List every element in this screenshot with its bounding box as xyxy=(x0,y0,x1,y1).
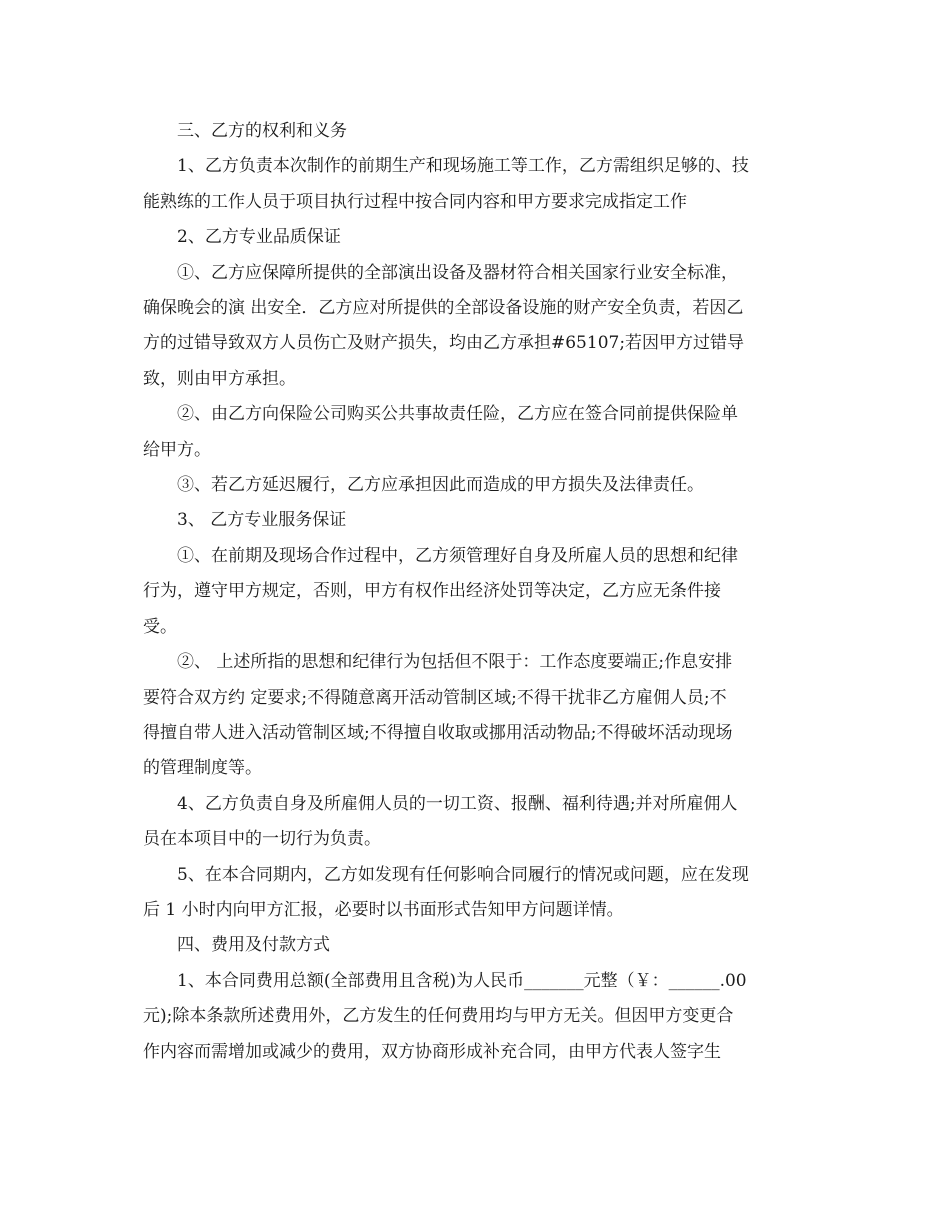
document-body xyxy=(143,114,808,1070)
text-line: 1、乙方负责本次制作的前期生产和现场施工等工作，乙方需组织足够的、技 xyxy=(177,156,749,177)
paragraph xyxy=(143,503,808,538)
text-line: 5、在本合同期内，乙方如发现有任何影响合同履行的情况或问题，应在发现 xyxy=(177,864,749,885)
text-line: 4、乙方负责自身及所雇佣人员的一切工资、报酬、福利待遇;并对所雇佣人 xyxy=(177,793,738,814)
paragraph xyxy=(143,928,808,963)
text-line: 受。 xyxy=(143,616,177,637)
paragraph xyxy=(143,964,808,1070)
text-line: 致，则由甲方承担。 xyxy=(143,368,296,389)
paragraph xyxy=(143,256,808,398)
text-line: 给甲方。 xyxy=(143,439,211,460)
text-line: 元);除本条款所述费用外，乙方发生的任何费用均与甲方无关。但因甲方变更合 xyxy=(143,1006,734,1027)
paragraph xyxy=(143,397,808,468)
text-line: 要符合双方约 定要求;不得随意离开活动管制区域;不得干扰非乙方雇佣人员;不 xyxy=(143,687,727,708)
text-line: 行为，遵守甲方规定，否则，甲方有权作出经济处罚等决定，乙方应无条件接 xyxy=(143,581,721,602)
paragraph xyxy=(143,539,808,645)
text-line: 1、本合同费用总额(全部费用且含税)为人民币_______元整（￥：______.00 xyxy=(177,970,747,991)
text-line: 作内容而需增加或减少的费用，双方协商形成补充合同，由甲方代表人签字生 xyxy=(143,1041,721,1062)
text-line: 的管理制度等。 xyxy=(143,758,262,779)
text-line: 3、 乙方专业服务保证 xyxy=(177,510,347,531)
paragraph xyxy=(143,645,808,787)
text-line: ①、在前期及现场合作过程中，乙方须管理好自身及所雇人员的思想和纪律 xyxy=(177,545,738,566)
text-line: 后 1 小时内向甲方汇报，必要时以书面形式告知甲方问题详情。 xyxy=(143,899,624,920)
text-line: ②、由乙方向保险公司购买公共事故责任险，乙方应在签合同前提供保险单 xyxy=(177,404,738,425)
text-line: ②、 上述所指的思想和纪律行为包括但不限于：工作态度要端正;作息安排 xyxy=(177,652,733,673)
paragraph xyxy=(143,149,808,220)
text-line: ①、乙方应保障所提供的全部演出设备及器材符合相关国家行业安全标准， xyxy=(177,262,738,283)
paragraph xyxy=(143,787,808,858)
text-line: 四、费用及付款方式 xyxy=(177,935,330,956)
text-line: ③、若乙方延迟履行，乙方应承担因此而造成的甲方损失及法律责任。 xyxy=(177,475,704,496)
text-line: 员在本项目中的一切行为负责。 xyxy=(143,829,381,850)
text-line: 2、乙方专业品质保证 xyxy=(177,227,341,248)
paragraph xyxy=(143,858,808,929)
text-line: 确保晚会的演 出安全．乙方应对所提供的全部设备设施的财产安全负责，若因乙 xyxy=(143,298,744,319)
text-line: 得擅自带人进入活动管制区域;不得擅自收取或挪用活动物品;不得破坏活动现场 xyxy=(143,722,733,743)
text-line: 方的过错导致双方人员伤亡及财产损失，均由乙方承担#65107;若因甲方过错导 xyxy=(143,333,745,354)
paragraph xyxy=(143,114,808,149)
paragraph xyxy=(143,220,808,255)
text-line: 能熟练的工作人员于项目执行过程中按合同内容和甲方要求完成指定工作 xyxy=(143,191,687,212)
paragraph xyxy=(143,468,808,503)
text-line: 三、乙方的权利和义务 xyxy=(177,121,347,141)
